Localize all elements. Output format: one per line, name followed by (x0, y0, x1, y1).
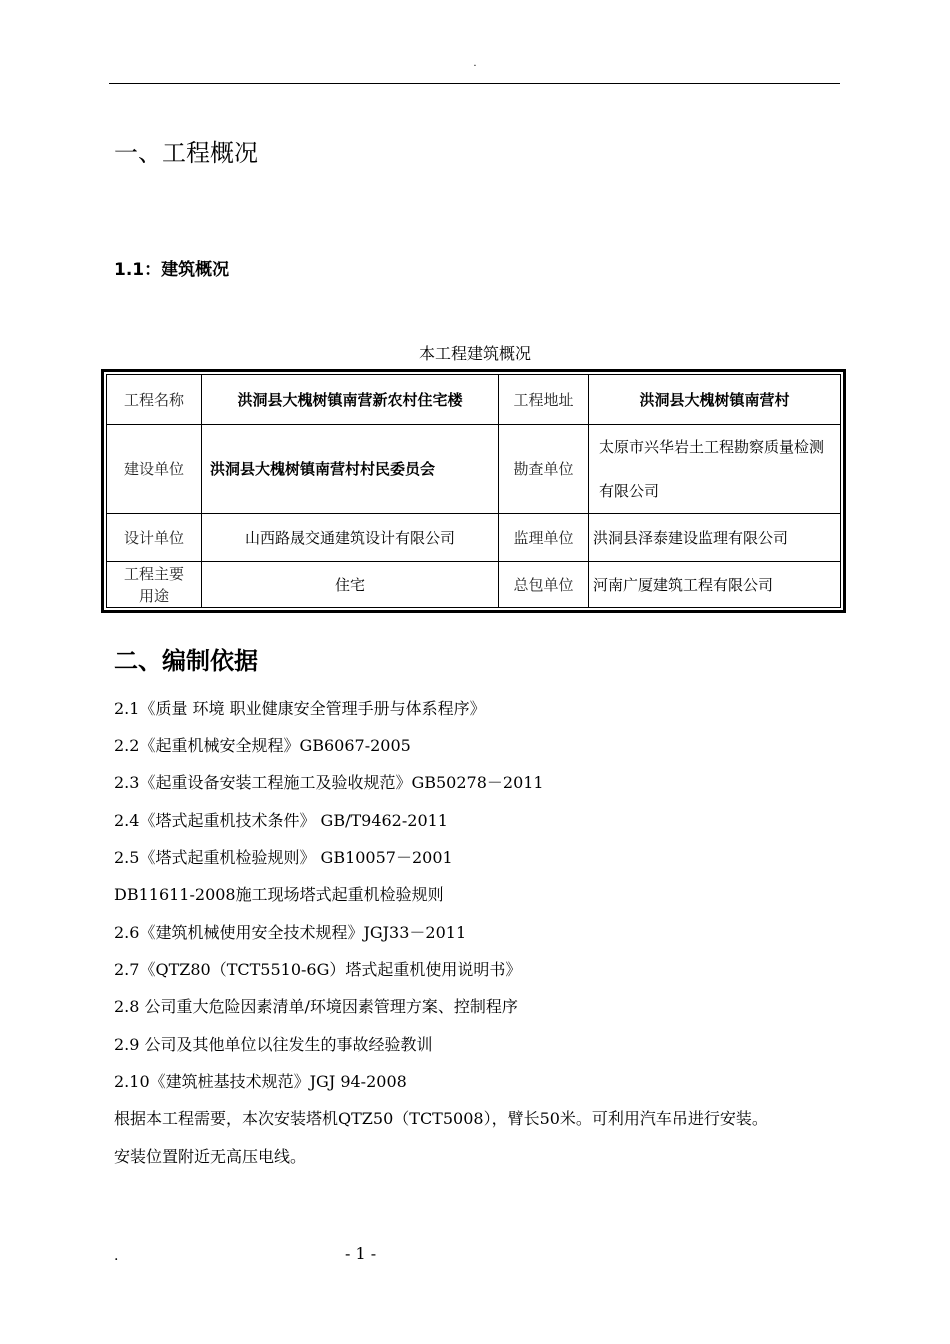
label-main-use: 工程主要用途 (107, 562, 202, 608)
body-paragraph: 安装位置附近无高压电线。 (114, 1147, 307, 1166)
table-row (107, 562, 841, 608)
label-survey-unit: 勘查单位 (499, 425, 589, 514)
page-number: - 1 - (345, 1244, 377, 1263)
basis-line: DB11611-2008施工现场塔式起重机检验规则 (114, 885, 444, 904)
value-design-unit: 山西路晟交通建筑设计有限公司 (202, 514, 499, 562)
value-survey-unit: 太原市兴华岩土工程勘察质量检测有限公司 (589, 425, 841, 514)
basis-line: 2.1《质量 环境 职业健康安全管理手册与体系程序》 (114, 699, 486, 718)
table-row (107, 514, 841, 562)
table-row (107, 425, 841, 514)
header-dot: . (473, 58, 477, 69)
label-supervision-unit: 监理单位 (499, 514, 589, 562)
body-paragraph: 根据本工程需要，本次安装塔机QTZ50（TCT5008），臂长50米。可利用汽车吊进行安装。 (114, 1109, 768, 1128)
section-2-title: 二、编制依据 (114, 647, 258, 675)
basis-line: 2.9 公司及其他单位以往发生的事故经验教训 (114, 1035, 433, 1054)
value-main-use: 住宅 (202, 562, 499, 608)
basis-line: 2.10《建筑桩基技术规范》JGJ 94-2008 (114, 1072, 407, 1091)
basis-line: 2.4《塔式起重机技术条件》 GB/T9462-2011 (114, 811, 448, 830)
label-project-name: 工程名称 (107, 375, 202, 425)
value-general-contractor: 河南广厦建筑工程有限公司 (589, 562, 841, 608)
table-caption: 本工程建筑概况 (418, 344, 531, 363)
value-client: 洪洞县大槐树镇南营村村民委员会 (202, 425, 499, 514)
value-supervision-unit: 洪洞县泽泰建设监理有限公司 (589, 514, 841, 562)
label-client: 建设单位 (107, 425, 202, 514)
footer-dot: . (114, 1248, 119, 1264)
label-design-unit: 设计单位 (107, 514, 202, 562)
label-general-contractor: 总包单位 (499, 562, 589, 608)
basis-line: 2.3《起重设备安装工程施工及验收规范》GB50278－2011 (114, 773, 544, 792)
subsection-1-1-title: 1.1：建筑概况 (114, 260, 230, 280)
basis-line: 2.7《QTZ80（TCT5510-6G）塔式起重机使用说明书》 (114, 960, 522, 979)
building-overview-table (101, 369, 846, 613)
basis-line: 2.6《建筑机械使用安全技术规程》JGJ33－2011 (114, 923, 467, 942)
basis-line: 2.2《起重机械安全规程》GB6067-2005 (114, 736, 411, 755)
basis-line: 2.5《塔式起重机检验规则》 GB10057－2001 (114, 848, 453, 867)
table-row (107, 375, 841, 425)
value-project-address: 洪洞县大槐树镇南营村 (589, 375, 841, 425)
basis-line: 2.8 公司重大危险因素清单/环境因素管理方案、控制程序 (114, 997, 518, 1016)
section-1-title: 一、工程概况 (114, 139, 258, 167)
value-project-name: 洪洞县大槐树镇南营新农村住宅楼 (202, 375, 499, 425)
label-project-address: 工程地址 (499, 375, 589, 425)
header-rule (109, 83, 840, 84)
